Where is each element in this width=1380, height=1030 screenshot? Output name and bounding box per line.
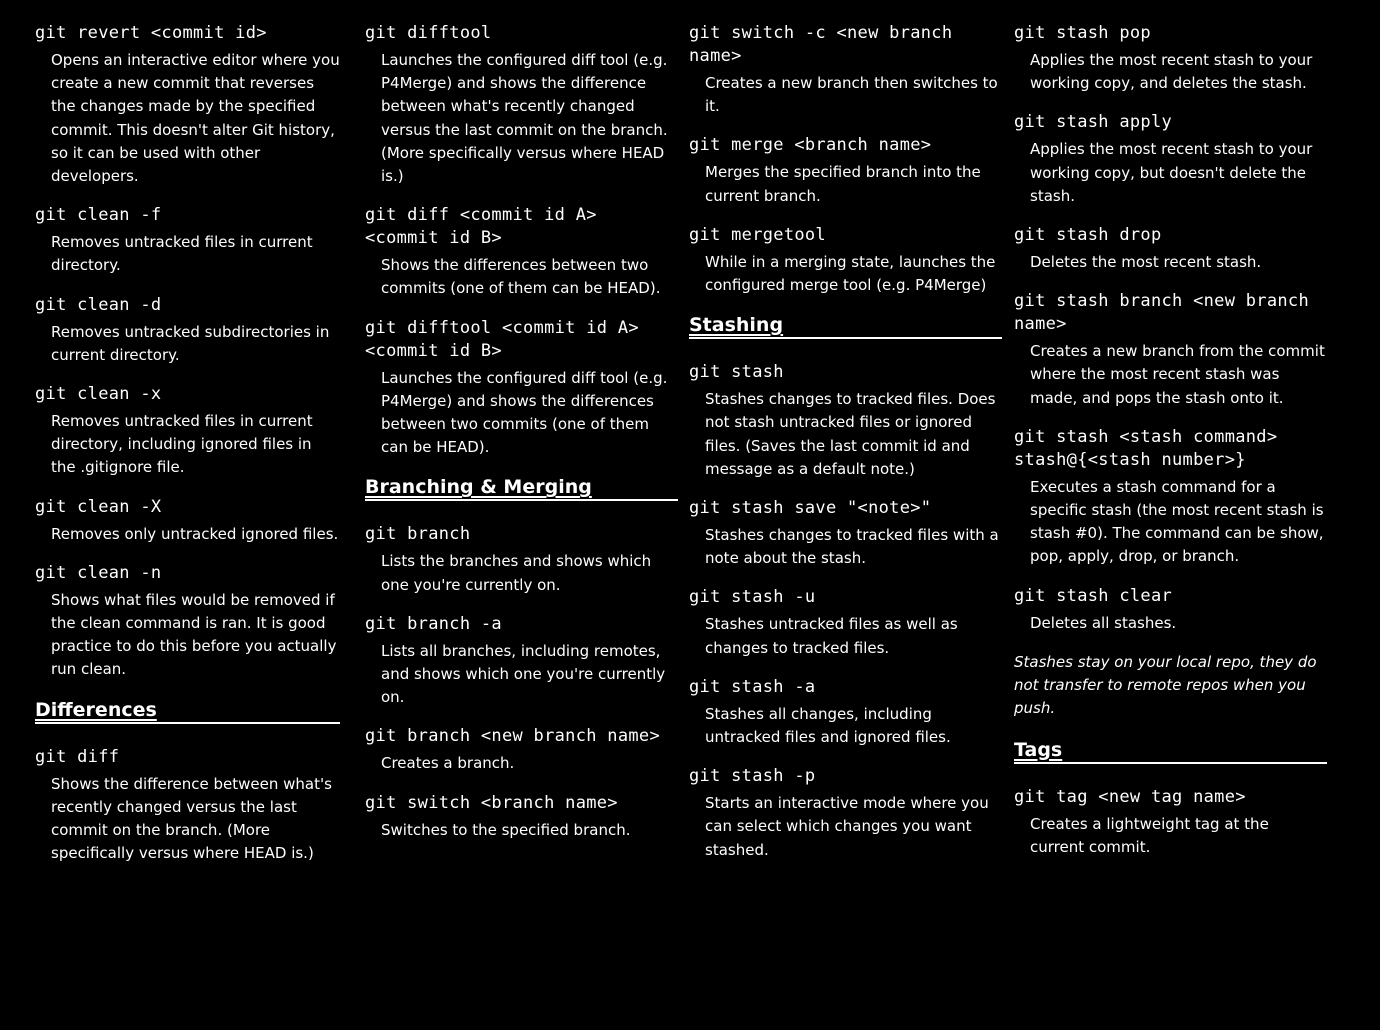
command-description: Creates a new branch then switches to it. bbox=[705, 74, 998, 116]
command-entry bbox=[1014, 426, 1327, 569]
command-entry bbox=[35, 22, 340, 188]
command-description: Deletes the most recent stash. bbox=[1030, 253, 1262, 272]
column-3 bbox=[689, 22, 1002, 878]
command-text: git clean -f bbox=[35, 205, 162, 226]
column-2 bbox=[365, 22, 678, 858]
command-description: Executes a stash command for a specific stash (the most recent stash is stash #0). The command can be show, pop, apply, drop, or branch. bbox=[1030, 477, 1324, 566]
command-description: Shows what files would be removed if the clean command is ran. It is good practice to do this before you actually run clean. bbox=[51, 590, 337, 679]
section-heading: Branching & Merging bbox=[365, 475, 678, 501]
command-entry bbox=[1014, 111, 1327, 208]
command-description: Shows the difference between what's recently changed versus the last commit on the branch. (More specifically versus where HEAD is.) bbox=[51, 774, 332, 863]
command-text: git branch <new branch name> bbox=[365, 726, 660, 747]
command-text: git stash <stash command> stash@{<stash number>} bbox=[1014, 426, 1278, 470]
command-text: git stash save "<note>" bbox=[689, 498, 932, 519]
command-entry bbox=[35, 204, 340, 277]
command-entry bbox=[689, 224, 1002, 297]
column-4 bbox=[1014, 22, 1327, 875]
command-entry bbox=[1014, 290, 1327, 410]
command-entry bbox=[35, 562, 340, 682]
command-description: Creates a branch. bbox=[381, 754, 515, 773]
command-description: Stashes all changes, including untracked files and ignored files. bbox=[705, 704, 951, 747]
command-description: Removes untracked files in current directory, including ignored files in the .gitignore file. bbox=[51, 412, 313, 477]
command-entry bbox=[365, 317, 678, 460]
command-text: git stash branch <new branch name> bbox=[1014, 291, 1309, 335]
command-description: Switches to the specified branch. bbox=[381, 820, 631, 839]
command-text: git clean -x bbox=[35, 384, 162, 405]
command-entry bbox=[1014, 224, 1327, 274]
command-text: git difftool bbox=[365, 23, 492, 43]
command-description: Shows the differences between two commits (one of them can be HEAD). bbox=[381, 256, 661, 298]
command-entry bbox=[365, 725, 678, 775]
command-description: Merges the specified branch into the current branch. bbox=[705, 163, 981, 205]
command-entry bbox=[365, 523, 678, 596]
command-description: Starts an interactive mode where you can select which changes you want stashed. bbox=[705, 794, 989, 859]
command-entry bbox=[35, 294, 340, 367]
command-text: git branch bbox=[365, 524, 471, 545]
command-text: git branch -a bbox=[365, 613, 502, 634]
command-entry bbox=[689, 586, 1002, 659]
command-text: git stash pop bbox=[1014, 23, 1151, 43]
command-text: git stash -a bbox=[689, 676, 816, 697]
command-entry bbox=[35, 383, 340, 480]
command-entry bbox=[1014, 786, 1327, 859]
command-description: Removes only untracked ignored files. bbox=[51, 524, 339, 543]
command-description: While in a merging state, launches the configured merge tool (e.g. P4Merge) bbox=[705, 252, 996, 295]
command-text: git difftool <commit id A> <commit id B> bbox=[365, 317, 639, 361]
command-text: git revert <commit id> bbox=[35, 23, 267, 43]
stash-note: Stashes stay on your local repo, they do not transfer to remote repos when you push. bbox=[1014, 652, 1317, 717]
column-1 bbox=[35, 22, 340, 881]
command-text: git diff <commit id A> <commit id B> bbox=[365, 205, 597, 249]
command-text: git switch -c <new branch name> bbox=[689, 23, 953, 66]
command-description: Removes untracked files in current directory. bbox=[51, 233, 313, 275]
command-description: Launches the configured diff tool (e.g. P4Merge) and shows the differences between two commits (one of them can be HEAD). bbox=[381, 368, 668, 457]
command-text: git stash -p bbox=[689, 766, 816, 787]
command-entry bbox=[689, 361, 1002, 481]
command-entry bbox=[689, 765, 1002, 862]
command-text: git merge <branch name> bbox=[689, 135, 932, 156]
command-text: git clean -n bbox=[35, 562, 162, 583]
command-entry bbox=[35, 746, 340, 866]
command-entry bbox=[365, 204, 678, 300]
command-text: git stash apply bbox=[1014, 112, 1173, 133]
command-text: git diff bbox=[35, 746, 120, 767]
command-text: git clean -X bbox=[35, 496, 162, 517]
command-text: git stash clear bbox=[1014, 585, 1173, 606]
command-description: Removes untracked subdirectories in current directory. bbox=[51, 322, 330, 364]
command-text: git switch <branch name> bbox=[365, 792, 618, 813]
section-heading: Stashing bbox=[689, 313, 1002, 339]
command-description: Lists all branches, including remotes, and shows which one you're currently on. bbox=[381, 641, 666, 707]
command-entry bbox=[1014, 585, 1327, 635]
command-description: Creates a lightweight tag at the current commit. bbox=[1030, 814, 1269, 857]
command-text: git stash -u bbox=[689, 587, 816, 608]
command-entry bbox=[365, 22, 678, 188]
command-entry bbox=[689, 676, 1002, 749]
command-text: git mergetool bbox=[689, 224, 826, 245]
command-description: Stashes untracked files as well as changes to tracked files. bbox=[705, 615, 958, 657]
command-description: Creates a new branch from the commit where the most recent stash was made, and pops the stash onto it. bbox=[1030, 342, 1325, 407]
command-text: git tag <new tag name> bbox=[1014, 786, 1246, 807]
section-heading: Tags bbox=[1014, 738, 1327, 764]
command-entry bbox=[365, 792, 678, 842]
command-text: git clean -d bbox=[35, 294, 162, 315]
command-text: git stash bbox=[689, 362, 784, 383]
command-entry bbox=[689, 497, 1002, 570]
section-heading: Differences bbox=[35, 698, 340, 724]
command-description: Deletes all stashes. bbox=[1030, 613, 1177, 632]
command-text: git stash drop bbox=[1014, 225, 1162, 246]
command-description: Stashes changes to tracked files. Does not stash untracked files or ignored files. (Saves the last commit id and message as a default note.) bbox=[705, 390, 996, 478]
command-entry bbox=[689, 134, 1002, 207]
command-entry bbox=[365, 613, 678, 710]
command-entry bbox=[35, 496, 340, 546]
command-description: Launches the configured diff tool (e.g. P4Merge) and shows the difference between what's recently changed versus the last commit on the branch. (More specifically versus where HEAD is.) bbox=[381, 51, 668, 186]
command-description: Applies the most recent stash to your working copy, and deletes the stash. bbox=[1030, 51, 1313, 93]
command-description: Opens an interactive editor where you create a new commit that reverses the changes made by the specified commit. This doesn't alter Git history, so it can be used with other developers. bbox=[51, 51, 340, 186]
command-description: Lists the branches and shows which one you're currently on. bbox=[381, 552, 652, 594]
command-entry bbox=[689, 22, 1002, 118]
command-description: Applies the most recent stash to your working copy, but doesn't delete the stash. bbox=[1030, 140, 1313, 205]
command-description: Stashes changes to tracked files with a note about the stash. bbox=[705, 526, 999, 568]
command-entry bbox=[1014, 22, 1327, 95]
